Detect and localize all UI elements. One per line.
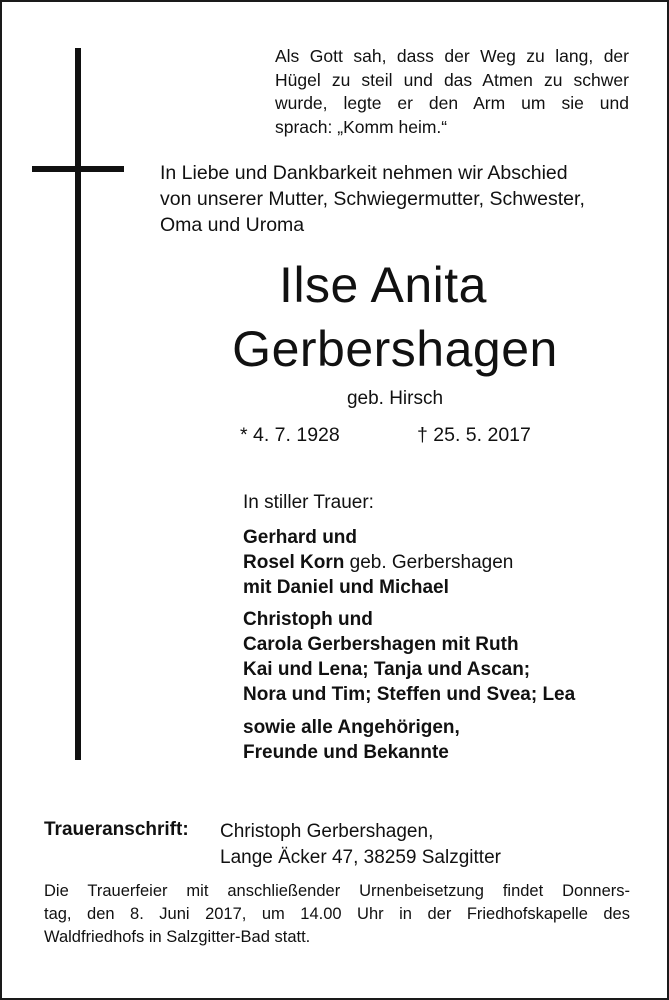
birth-name: geb. Hirsch [346,388,444,409]
poem-line: Hügel zu steil und das Atmen zu schwer [275,69,629,90]
address-block [220,819,501,871]
cross-icon-vertical [75,48,81,760]
deceased-surname: Gerbershagen [232,321,558,377]
intro-line: Oma und Uroma [160,214,305,236]
mourner-line-rest: geb. Gerbershagen [344,552,514,573]
funeral-service-info [44,880,630,949]
mourner-bold-name: Rosel Korn [243,552,345,573]
intro-line: In Liebe und Dankbarkeit nehmen wir Abschied [160,162,568,184]
mourner-line: Kai und Lena; Tanja und Ascan; [243,659,531,680]
mourner-line: Gerhard und [243,527,358,548]
mourner-line: Nora und Tim; Steffen und Svea; Lea [243,684,576,705]
mourner-line: sowie alle Angehörigen, [243,717,460,738]
mourner-line: mit Daniel und Michael [243,577,449,598]
service-line: Die Trauerfeier mit anschließender Urnenbeisetzung findet Donners- [44,882,630,900]
address-line: Christoph Gerbershagen, [220,821,434,842]
mourner-group-1 [243,525,513,600]
mourner-line: Freunde und Bekannte [243,742,449,763]
mourner-line: Carola Gerbershagen mit Ruth [243,634,519,655]
birth-date: * 4. 7. 1928 [240,424,340,446]
mourner-group-2 [243,607,575,707]
address-label: Traueranschrift: [44,819,189,840]
deceased-first-names: Ilse Anita [279,257,487,313]
service-line: tag, den 8. Juni 2017, um 14.00 Uhr in der Friedhofskapelle des [44,905,630,923]
address-line: Lange Äcker 47, 38259 Salzgitter [220,847,501,868]
mourner-group-3 [243,715,460,765]
poem-line: wurde, legte er den Arm um sie und [275,93,629,113]
poem-line: sprach: „Komm heim.“ [275,116,448,137]
cross-icon-horizontal [32,166,124,172]
mourners-heading: In stiller Trauer: [243,492,374,513]
mourner-line [243,550,513,575]
death-date: † 25. 5. 2017 [417,424,531,446]
poem-line: Als Gott sah, dass der Weg zu lang, der [275,46,629,66]
poem-quote [275,45,629,139]
mourner-line: Christoph und [243,609,373,630]
intro-text [160,160,630,238]
service-line: Waldfriedhofs in Salzgitter-Bad statt. [44,928,311,946]
intro-line: von unserer Mutter, Schwiegermutter, Schwester, [160,188,585,210]
